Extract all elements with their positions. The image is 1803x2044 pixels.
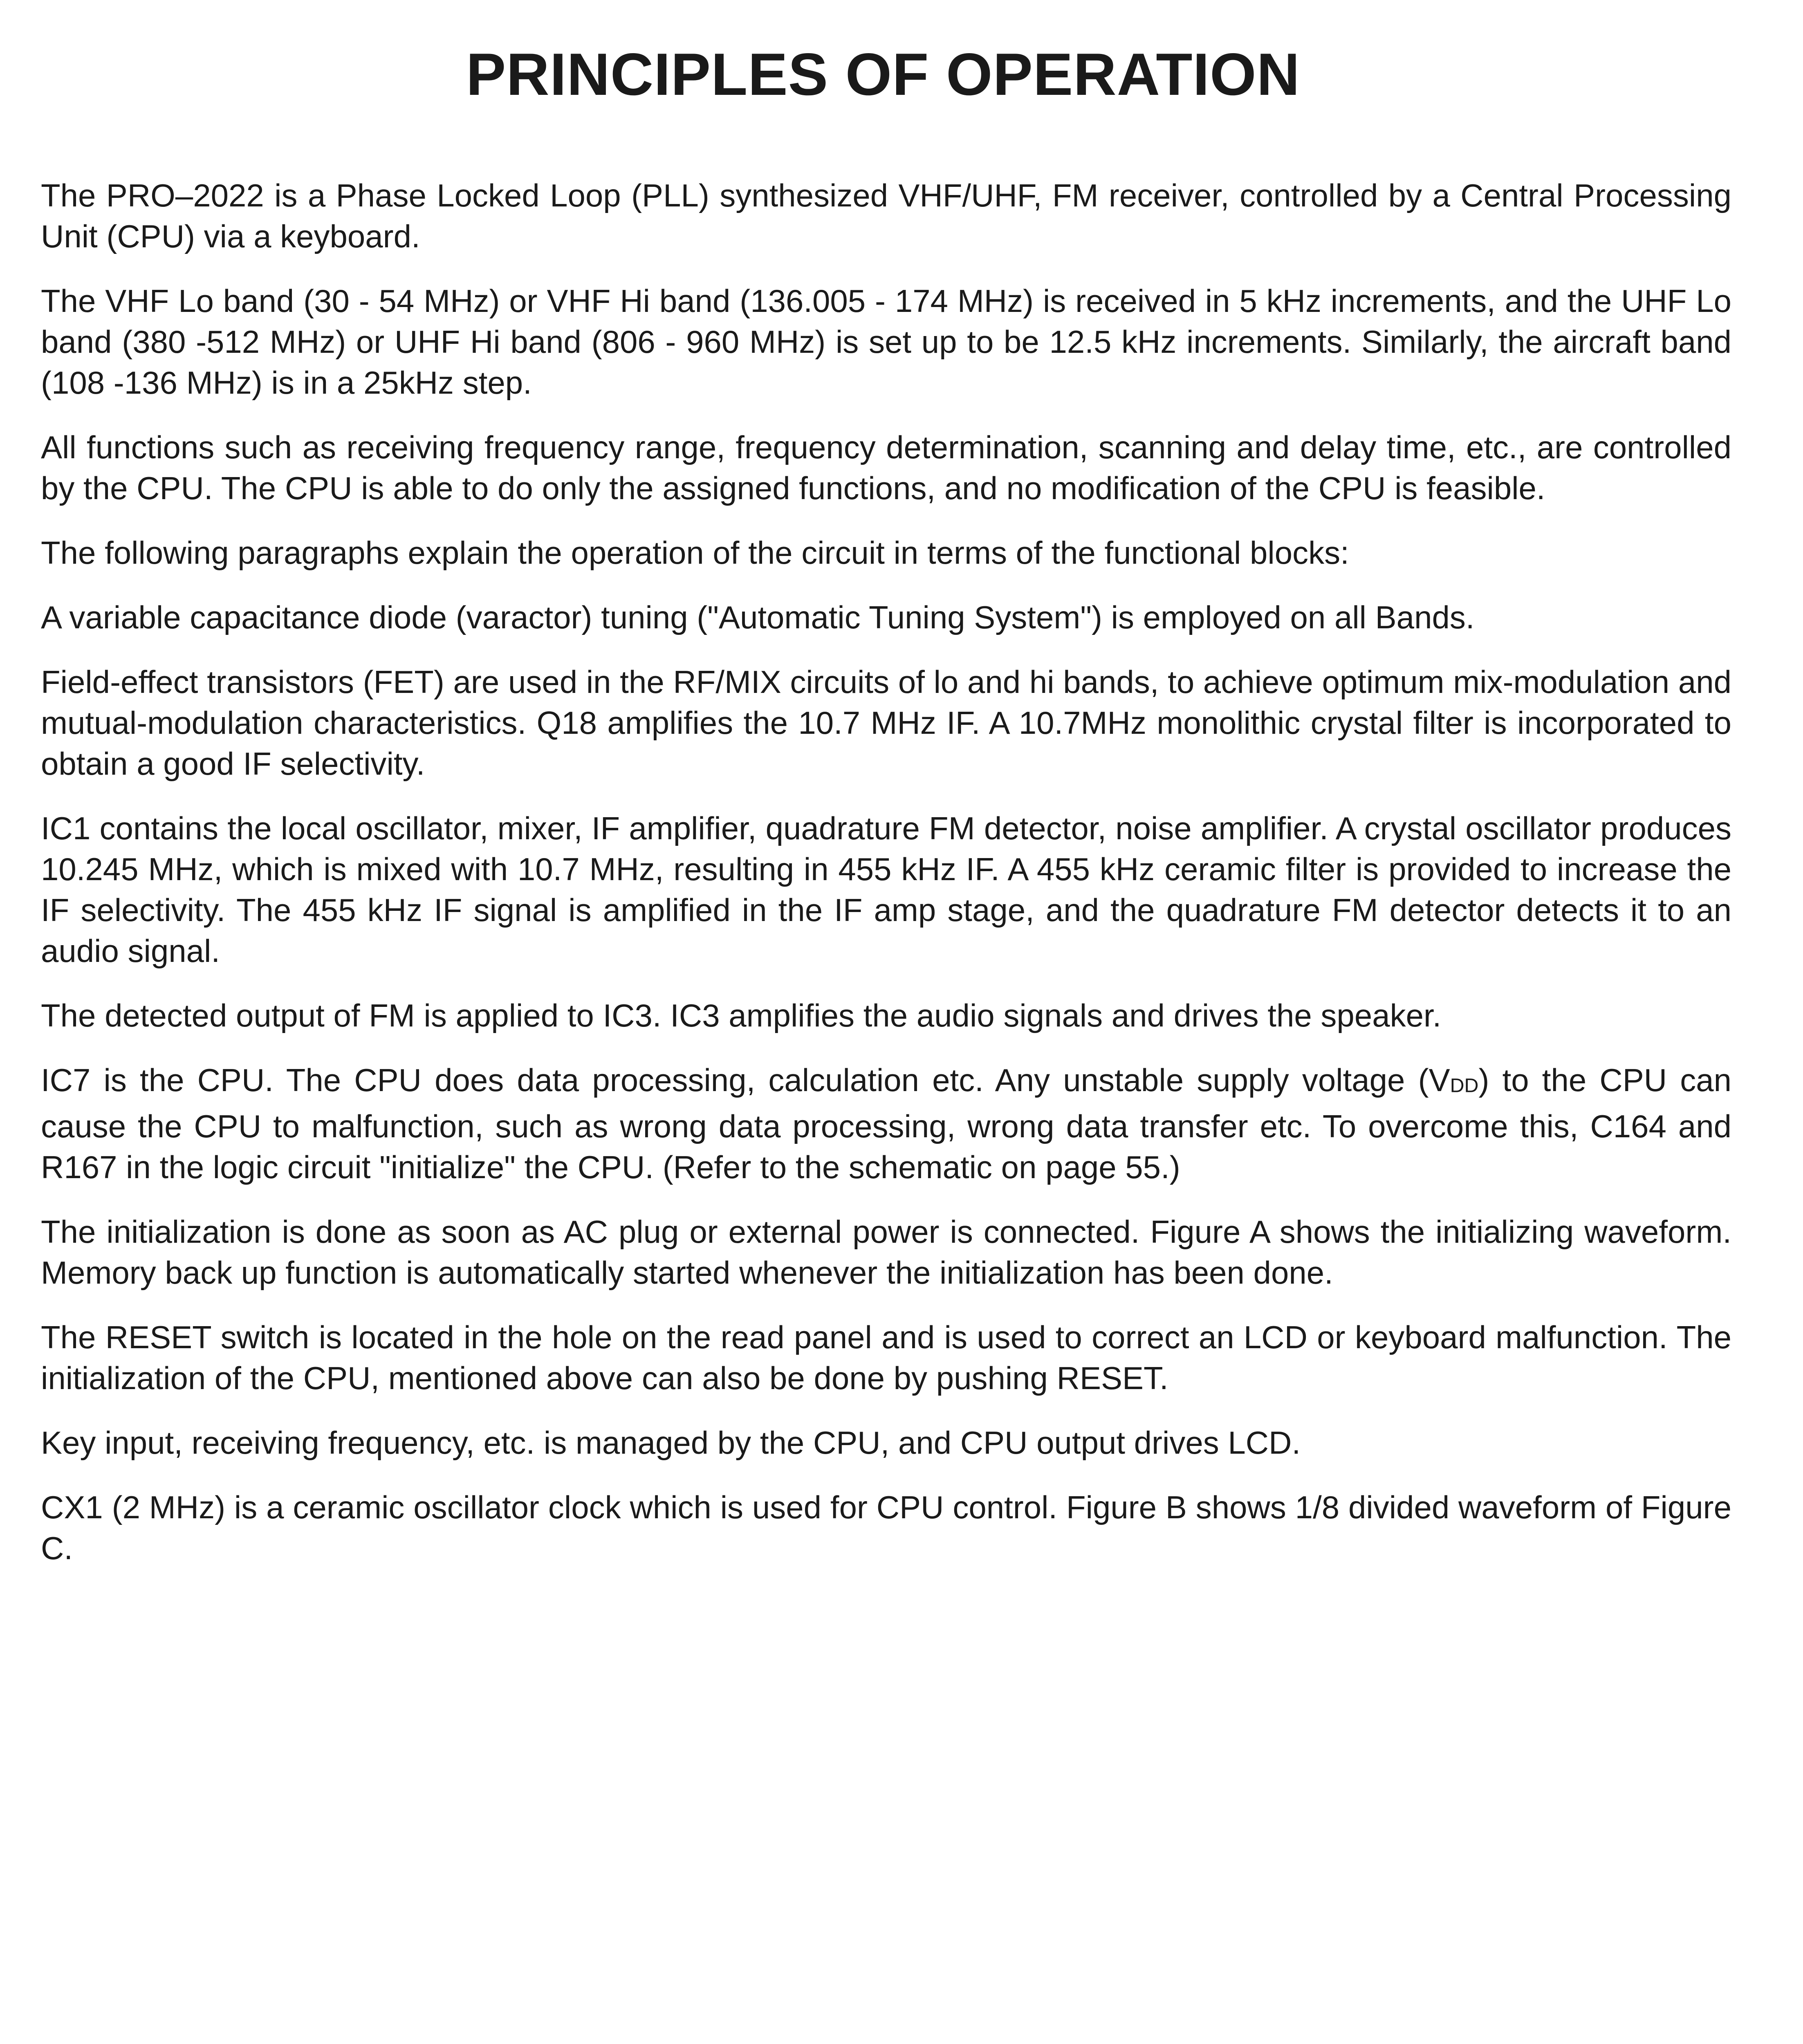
cpu-text-before: IC7 is the CPU. The CPU does data processing, calculation etc. Any unstable supply voltage (V (41, 1062, 1450, 1098)
paragraph-ic3-audio: The detected output of FM is applied to IC3. IC3 amplifies the audio signals and drives the speaker. (41, 997, 1442, 1033)
paragraph-pll-overview: The PRO–2022 is a Phase Locked Loop (PLL) synthesized VHF/UHF, FM receiver, controlled by a Central Processing Unit (CPU) via a keyboard. (41, 177, 1731, 254)
paragraph-reset-switch: The RESET switch is located in the hole on the read panel and is used to correct an LCD or keyboard malfunction. The initialization of the CPU, mentioned above can also be done by pushing RESET. (41, 1319, 1731, 1396)
paragraph-varactor-tuning: A variable capacitance diode (varactor) tuning ("Automatic Tuning System") is employed on all Bands. (41, 599, 1475, 635)
paragraph-initialization: The initialization is done as soon as AC plug or external power is connected. Figure A shows the initializing waveform. Memory back up function is automatically started whenever the initialization has been done. (41, 1214, 1731, 1291)
page-title: PRINCIPLES OF OPERATION (466, 41, 1301, 108)
paragraph-ic1: IC1 contains the local oscillator, mixer, IF amplifier, quadrature FM detector, noise amplifier. A crystal oscillator produces 10.245 MHz, which is mixed with 10.7 MHz, resulting in 455 kHz IF. A 455 kHz ceramic filter is provided to increase the IF selectivity. The 455 kHz IF signal is amplified in the IF amp stage, and the quadrature FM detector detects it to an audio signal. (41, 810, 1731, 969)
body-text (41, 175, 1731, 1592)
paragraph-key-input: Key input, receiving frequency, etc. is managed by the CPU, and CPU output drives LCD. (41, 1425, 1301, 1461)
vdd-subscript: DD (1450, 1074, 1479, 1097)
paragraph-band-increments: The VHF Lo band (30 - 54 MHz) or VHF Hi band (136.005 - 174 MHz) is received in 5 kHz increments, and the UHF Lo band (380 -512 MHz) or UHF Hi band (806 - 960 MHz) is set up to be 12.5 kHz increments. Similarly, the aircraft band (108 -136 MHz) is in a 25kHz step. (41, 283, 1731, 401)
paragraph-fet-rf-mix: Field-effect transistors (FET) are used in the RF/MIX circuits of lo and hi bands, to achieve optimum mix-modulation and mutual-modulation characteristics. Q18 amplifies the 10.7 MHz IF. A 10.7MHz monolithic crystal filter is incorporated to obtain a good IF selectivity. (41, 664, 1731, 782)
paragraph-ic7-cpu (41, 1060, 1731, 1188)
cpu-text-after: ) to the CPU can cause the CPU to malfunction, such as wrong data processing, wrong data transfer etc. To overcome this, C164 and R167 in the logic circuit "initialize" the CPU. (Refer to the schematic on page 55.) (41, 1062, 1731, 1186)
paragraph-cx1-clock: CX1 (2 MHz) is a ceramic oscillator clock which is used for CPU control. Figure B shows 1/8 divided waveform of Figure C. (41, 1489, 1731, 1567)
paragraph-functional-blocks-intro: The following paragraphs explain the operation of the circuit in terms of the functional blocks: (41, 535, 1349, 571)
paragraph-cpu-functions: All functions such as receiving frequency range, frequency determination, scanning and delay time, etc., are controlled by the CPU. The CPU is able to do only the assigned functions, and no modification of the CPU is feasible. (41, 429, 1731, 506)
